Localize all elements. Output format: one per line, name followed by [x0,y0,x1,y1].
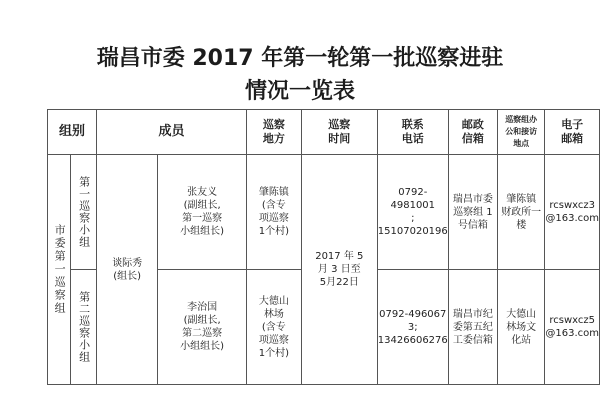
location-cell: 大德山 林场 (含专 项巡察 1个村) [246,270,301,385]
header-time: 巡察 时间 [301,110,377,155]
page-title: 瑞昌市委 2017 年第一轮第一批巡察进驻 [96,46,504,71]
header-group: 组别 [48,110,97,155]
inspection-table [47,109,600,385]
header-members: 成员 [97,110,247,155]
mailbox-cell: 瑞昌市委 巡察组 1 号信箱 [448,155,497,270]
header-email: 电子 邮箱 [545,110,600,155]
email-cell: rcswxcz5 @163.com [545,270,600,385]
phone-cell: 0792-4981001 ; 15107020196 [377,155,448,270]
table-row [48,155,600,270]
page-subtitle: 情况一览表 [244,79,355,104]
header-mailbox: 邮政 信箱 [448,110,497,155]
date-cell: 2017 年 5 月 3 日至 5月22日 [301,155,377,385]
group-cell [48,155,71,385]
subgroup-cell [71,155,97,270]
header-office: 巡察组办 公和接访 地点 [498,110,545,155]
email-cell: rcswxcz3 @163.com [545,155,600,270]
leader-cell: 谈际秀 (组长) [97,155,158,385]
header-phone: 联系 电话 [377,110,448,155]
mailbox-cell: 瑞昌市纪 委第五纪 工委信箱 [448,270,497,385]
office-cell: 肇陈镇 财政所一 楼 [498,155,545,270]
office-cell: 大德山 林场文 化站 [498,270,545,385]
member-cell: 李治国 (副组长, 第二巡察 小组组长) [158,270,247,385]
header-row [48,110,600,155]
group-name: 市委第一巡察组 [53,224,67,315]
location-cell: 肇陈镇 (含专 项巡察 1个村) [246,155,301,270]
subgroup-cell [71,270,97,385]
header-location: 巡察 地方 [246,110,301,155]
member-cell: 张友义 (副组长, 第一巡察 小组组长) [158,155,247,270]
phone-cell: 0792-496067 3; 13426606276 [377,270,448,385]
subgroup-name: 第二巡察小组 [77,291,91,363]
subgroup-name: 第一巡察小组 [77,176,91,248]
